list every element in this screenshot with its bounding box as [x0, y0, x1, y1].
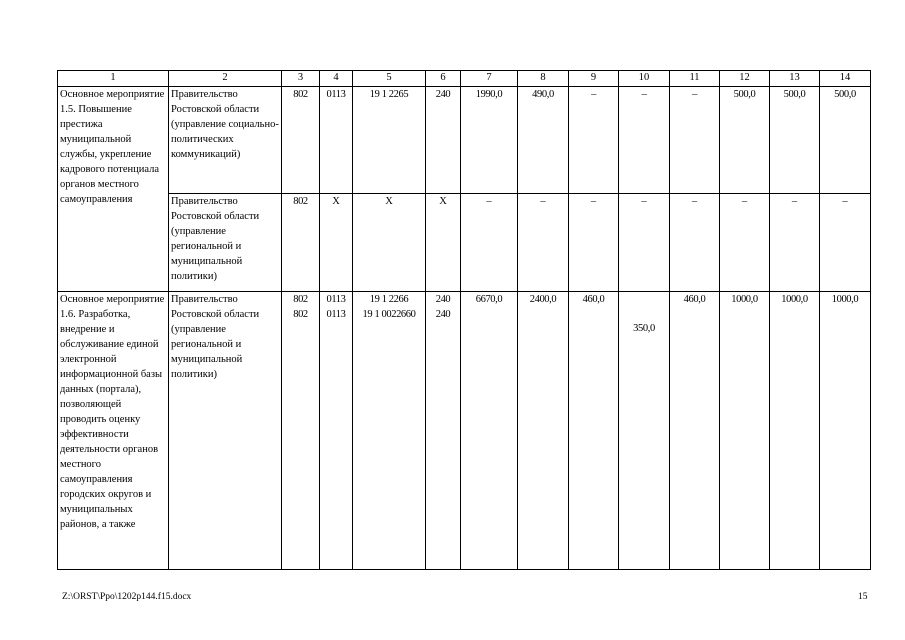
- target-article-cell: [353, 292, 426, 570]
- year-amount-cell: –: [619, 87, 670, 194]
- year-amount-cell: 500,0: [820, 87, 871, 194]
- year-amount-cell: –: [770, 194, 820, 292]
- year-amount-cell: –: [720, 194, 770, 292]
- year-amount-cell: 460,0: [670, 292, 720, 570]
- year-amount-cell: 500,0: [720, 87, 770, 194]
- column-number: 11: [670, 71, 720, 87]
- column-number: 13: [770, 71, 820, 87]
- table-row: [58, 87, 871, 194]
- year-amount-cell: 1000,0: [720, 292, 770, 570]
- year-amount-cell: 490,0: [518, 87, 569, 194]
- column-number: 8: [518, 71, 569, 87]
- table-row: [58, 292, 871, 570]
- year-amount-cell: –: [820, 194, 871, 292]
- section-code-cell: [320, 292, 353, 570]
- year-amount-cell: –: [670, 194, 720, 292]
- ministry-code-cell: 802: [282, 87, 320, 194]
- column-number: 10: [619, 71, 670, 87]
- year-amount-cell: –: [619, 194, 670, 292]
- table-row: [58, 194, 871, 292]
- year-amount-cell: 1000,0: [820, 292, 871, 570]
- ministry-code-cell: 802: [282, 194, 320, 292]
- executor-cell: Правительство Ростовской области (управление социально-политических коммуникаций): [169, 87, 282, 194]
- ministry-code-cell: [282, 292, 320, 570]
- code-line: 0113: [326, 294, 346, 305]
- expense-type-cell: Х: [426, 194, 461, 292]
- year-amount-cell: 460,0: [569, 292, 619, 570]
- year-amount-cell: –: [518, 194, 569, 292]
- code-line: 0113: [326, 309, 346, 320]
- section-code-cell: 0113: [320, 87, 353, 194]
- column-number: 5: [353, 71, 426, 87]
- executor-cell: Правительство Ростовской области (управление региональной и муниципальной политики): [169, 194, 282, 292]
- expense-type-cell: 240: [426, 87, 461, 194]
- footer-file-path: Z:\ORST\Ppo\1202p144.f15.docx: [62, 592, 192, 602]
- total-amount-cell: 1990,0: [461, 87, 518, 194]
- year-amount-cell: 500,0: [770, 87, 820, 194]
- code-line: 19 1 2266: [369, 294, 409, 305]
- executor-cell: Правительство Ростовской области (управление региональной и муниципальной политики): [169, 292, 282, 570]
- activity-name-cell: Основное мероприятие 1.5. Повышение престижа муниципальной службы, укрепление кадрового потенциала органов местного самоуправления: [58, 87, 169, 292]
- column-number: 1: [58, 71, 169, 87]
- year-amount-cell: 2400,0: [518, 292, 569, 570]
- column-number: 14: [820, 71, 871, 87]
- page-number: 15: [858, 592, 868, 602]
- total-amount-cell: –: [461, 194, 518, 292]
- budget-table: [57, 70, 871, 570]
- target-article-cell: 19 1 2265: [353, 87, 426, 194]
- year-amount-cell: –: [670, 87, 720, 194]
- column-number: 3: [282, 71, 320, 87]
- code-line: 19 1 0022660: [362, 309, 416, 320]
- code-line: 240: [435, 309, 451, 320]
- expense-type-cell: [426, 292, 461, 570]
- column-number: 12: [720, 71, 770, 87]
- column-number: 4: [320, 71, 353, 87]
- column-number: 2: [169, 71, 282, 87]
- code-line: 802: [293, 309, 308, 320]
- activity-name-cell: Основное мероприятие 1.6. Разработка, внедрение и обслуживание единой электронной информационной базы данных (портала), позволяющей проводить оценку эффективности деятельности органов местного самоуправления городских округов и муниципальных районов, а также: [58, 292, 169, 570]
- target-article-cell: Х: [353, 194, 426, 292]
- column-number: 6: [426, 71, 461, 87]
- year-amount-cell: 1000,0: [770, 292, 820, 570]
- amount-value: 350,0: [633, 323, 655, 334]
- year-amount-cell: [619, 292, 670, 570]
- code-line: 240: [435, 294, 451, 305]
- total-amount-cell: 6670,0: [461, 292, 518, 570]
- year-amount-cell: –: [569, 194, 619, 292]
- code-line: 802: [293, 294, 308, 305]
- column-number: 7: [461, 71, 518, 87]
- year-amount-cell: –: [569, 87, 619, 194]
- section-code-cell: Х: [320, 194, 353, 292]
- column-number: 9: [569, 71, 619, 87]
- column-number-row: [58, 71, 871, 87]
